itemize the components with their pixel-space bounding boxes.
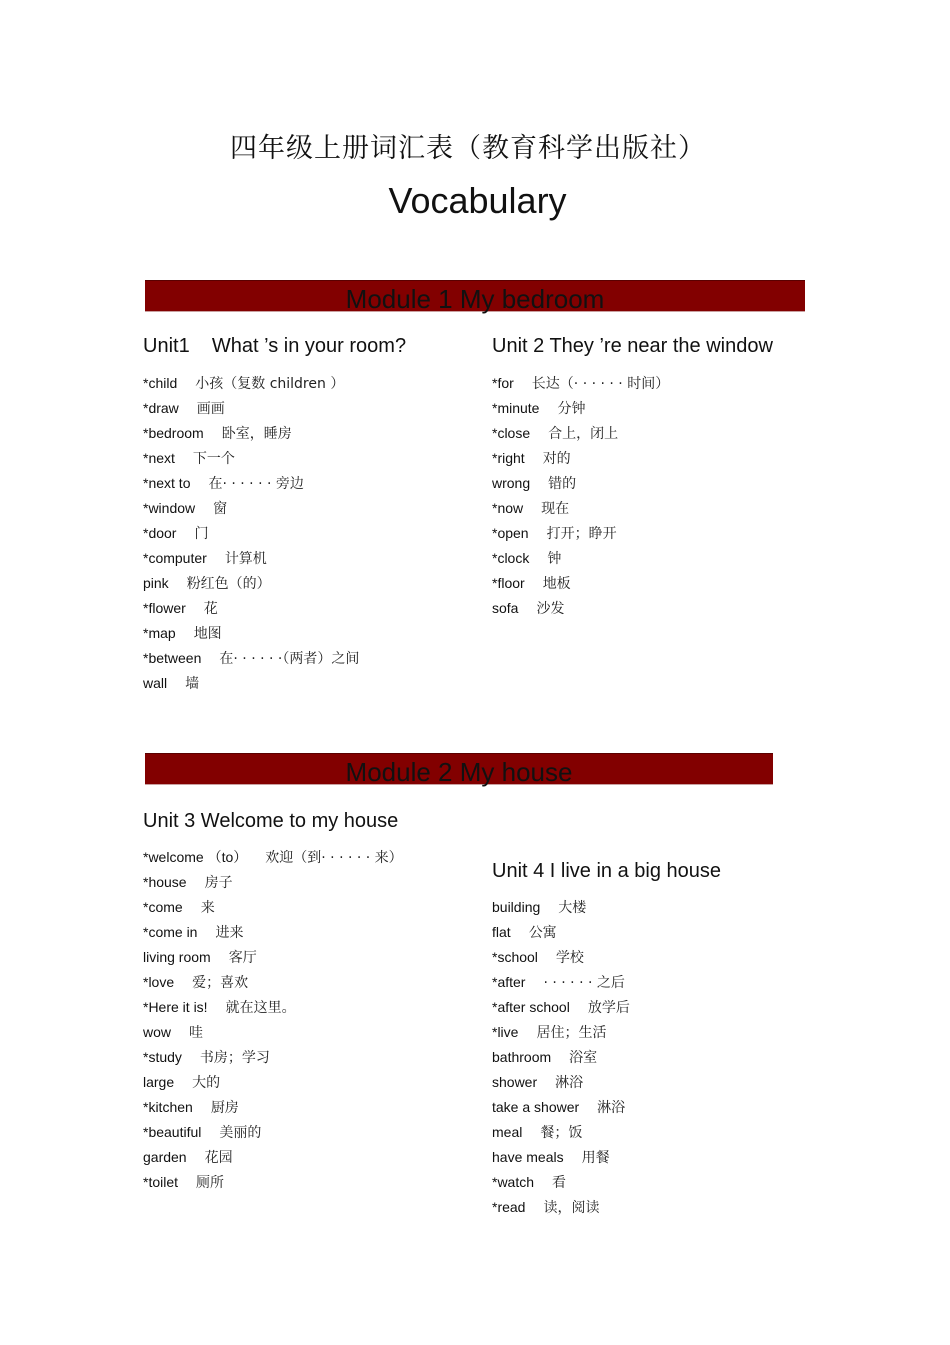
vocab-chinese: 错的 (548, 476, 577, 492)
unit-2-heading: Unit 2 They ’re near the window (492, 335, 773, 357)
vocab-english: flat (492, 924, 511, 940)
vocab-chinese: 在· · · · · · 旁边 (208, 476, 304, 492)
vocab-chinese: 来 (200, 900, 215, 916)
vocab-english: sofa (492, 600, 519, 616)
vocab-english: *study (143, 1049, 182, 1065)
vocab-chinese: 大楼 (558, 900, 587, 916)
vocab-entry (143, 496, 359, 521)
vocab-chinese: 淋浴 (597, 1100, 626, 1116)
vocab-entry (492, 496, 669, 521)
vocab-entry (143, 995, 403, 1020)
vocab-chinese: 大的 (192, 1075, 221, 1091)
vocab-english: *close (492, 425, 531, 441)
vocab-english: *next (143, 450, 175, 466)
vocab-english: *child (143, 375, 178, 391)
vocab-english: *school (492, 949, 538, 965)
vocab-english: *after (492, 974, 526, 990)
module-2-title: Module 2 My house (345, 757, 573, 787)
vocab-chinese: 学校 (555, 950, 584, 966)
vocab-entry (143, 646, 359, 671)
vocab-chinese: 公寓 (528, 925, 557, 941)
vocab-english: *after school (492, 999, 570, 1015)
vocab-english: *next to (143, 475, 191, 491)
vocab-chinese: 在· · · · · ·（两者）之间 (219, 651, 360, 667)
vocab-english: shower (492, 1074, 538, 1090)
vocab-chinese: 哇 (189, 1025, 204, 1041)
vocab-chinese: 浴室 (569, 1050, 598, 1066)
vocab-english: *for (492, 375, 514, 391)
vocab-entry (492, 995, 630, 1020)
vocab-english: take a shower (492, 1099, 580, 1115)
vocab-entry (143, 945, 403, 970)
vocab-english: wrong (492, 475, 531, 491)
unit-4-heading: Unit 4 I live in a big house (492, 860, 722, 882)
vocab-chinese: 厨房 (210, 1100, 239, 1116)
vocab-entry (492, 920, 630, 945)
vocab-entry (492, 521, 669, 546)
vocab-entry (143, 621, 359, 646)
vocab-entry (143, 1120, 403, 1145)
vocab-entry (143, 1070, 403, 1095)
vocab-english: *clock (492, 550, 530, 566)
vocab-entry (143, 671, 359, 696)
vocab-chinese: 读，阅读 (543, 1200, 600, 1216)
vocab-english: *now (492, 500, 524, 516)
vocab-chinese: 打开；睁开 (546, 526, 617, 542)
vocab-entry (143, 546, 359, 571)
vocab-entry (143, 1095, 403, 1120)
vocab-entry (492, 1020, 630, 1045)
vocab-entry (143, 1020, 403, 1045)
vocab-english: *welcome （to） (143, 849, 248, 865)
vocab-english: *map (143, 625, 176, 641)
vocab-entry (143, 421, 359, 446)
vocab-entry (492, 571, 669, 596)
vocab-entry (492, 471, 669, 496)
vocab-entry (492, 1170, 630, 1195)
vocab-entry (143, 1045, 403, 1070)
vocab-english: *come (143, 899, 183, 915)
vocab-english: building (492, 899, 541, 915)
vocab-entry (143, 371, 359, 396)
vocab-chinese: 爱；喜欢 (192, 975, 249, 991)
vocab-entry (143, 396, 359, 421)
vocab-chinese: 美丽的 (219, 1125, 262, 1141)
unit-3-heading: Unit 3 Welcome to my house (143, 810, 399, 832)
vocab-chinese: 长达（· · · · · · 时间） (531, 376, 670, 392)
vocab-english: *flower (143, 600, 186, 616)
vocab-chinese: · · · · · · 之后 (543, 975, 625, 991)
vocab-chinese: 餐；饭 (540, 1125, 583, 1141)
unit-1-heading: Unit1 What ’s in your room? (143, 335, 407, 357)
vocab-english: *floor (492, 575, 525, 591)
vocab-chinese: 钟 (547, 551, 562, 567)
vocab-english: *live (492, 1024, 519, 1040)
module-1-title: Module 1 My bedroom (345, 284, 605, 314)
vocab-chinese: 窗 (213, 501, 228, 517)
vocab-entry (492, 1195, 630, 1220)
vocab-chinese: 下一个 (192, 451, 235, 467)
vocab-entry (492, 970, 630, 995)
vocab-entry (143, 571, 359, 596)
vocab-chinese: 欢迎（到· · · · · · 来） (265, 850, 403, 866)
vocab-chinese: 厕所 (196, 1175, 225, 1191)
vocab-chinese: 就在这里。 (225, 1000, 296, 1016)
vocab-entry (492, 421, 669, 446)
vocab-entry (492, 596, 669, 621)
vocab-chinese: 合上，闭上 (548, 426, 619, 442)
vocab-chinese: 对的 (542, 451, 571, 467)
vocab-english: bathroom (492, 1049, 552, 1065)
vocab-chinese: 粉红色（的） (186, 576, 271, 592)
vocab-chinese: 花 (203, 601, 218, 617)
vocab-entry (492, 1070, 630, 1095)
vocab-chinese: 计算机 (224, 551, 267, 567)
vocab-english: *minute (492, 400, 540, 416)
vocab-english: *watch (492, 1174, 535, 1190)
vocab-entry (492, 371, 669, 396)
vocab-chinese: 墙 (185, 676, 200, 692)
page-title-english: Vocabulary (388, 180, 567, 221)
vocab-entry (492, 446, 669, 471)
vocab-english: *right (492, 450, 525, 466)
vocab-chinese: 客厅 (228, 950, 257, 966)
vocab-entry (492, 1120, 630, 1145)
vocab-entry (492, 1045, 630, 1070)
vocab-entry (143, 970, 403, 995)
vocab-entry (492, 546, 669, 571)
vocab-entry (143, 1170, 403, 1195)
vocab-chinese: 分钟 (557, 401, 586, 417)
vocab-chinese: 居住；生活 (536, 1025, 607, 1041)
module-1-banner (145, 280, 805, 312)
vocab-entry (143, 446, 359, 471)
vocab-english: large (143, 1074, 175, 1090)
vocab-chinese: 放学后 (587, 1000, 630, 1016)
vocab-english: *between (143, 650, 202, 666)
vocab-english: *bedroom (143, 425, 204, 441)
vocab-entry (143, 521, 359, 546)
vocab-english: *open (492, 525, 529, 541)
vocab-chinese: 花园 (204, 1150, 233, 1166)
vocab-english: *read (492, 1199, 526, 1215)
vocab-english: *kitchen (143, 1099, 193, 1115)
unit-1-word-list (143, 371, 359, 696)
vocab-english: living room (143, 949, 211, 965)
vocab-english: *window (143, 500, 196, 516)
vocab-chinese: 沙发 (536, 601, 565, 617)
vocab-entry (143, 845, 403, 870)
vocab-english: pink (143, 575, 169, 591)
vocab-entry (492, 895, 630, 920)
vocab-chinese: 淋浴 (555, 1075, 584, 1091)
unit-2-word-list (492, 371, 669, 621)
vocab-chinese: 看 (552, 1175, 567, 1191)
vocab-entry (143, 920, 403, 945)
vocab-entry (492, 945, 630, 970)
vocab-english: *toilet (143, 1174, 179, 1190)
vocab-english: *love (143, 974, 175, 990)
vocab-chinese: 卧室，睡房 (221, 426, 292, 442)
vocab-chinese: 地板 (542, 576, 571, 592)
vocab-chinese: 门 (194, 526, 209, 542)
vocab-chinese: 现在 (541, 501, 570, 517)
vocab-chinese: 进来 (215, 925, 244, 941)
vocab-chinese: 书房；学习 (199, 1050, 270, 1066)
vocab-english: wow (143, 1024, 172, 1040)
vocab-entry (143, 596, 359, 621)
vocab-english: *come in (143, 924, 198, 940)
module-2-banner (145, 753, 773, 785)
vocab-entry (143, 471, 359, 496)
vocab-entry (143, 895, 403, 920)
vocab-english: *door (143, 525, 177, 541)
vocab-english: *Here it is! (143, 999, 208, 1015)
vocab-chinese: 画画 (196, 401, 225, 417)
vocab-english: *draw (143, 400, 179, 416)
unit-4-word-list (492, 895, 630, 1220)
vocab-chinese: 用餐 (581, 1150, 610, 1166)
vocab-english: wall (143, 675, 168, 691)
vocab-chinese: 房子 (204, 875, 233, 891)
vocab-chinese: 小孩（复数 children ） (195, 376, 345, 392)
vocab-english: garden (143, 1149, 187, 1165)
vocab-english: *house (143, 874, 187, 890)
vocab-entry (143, 1145, 403, 1170)
vocab-english: meal (492, 1124, 523, 1140)
vocab-entry (492, 396, 669, 421)
vocab-english: *beautiful (143, 1124, 202, 1140)
vocab-english: have meals (492, 1149, 564, 1165)
unit-3-word-list (143, 845, 403, 1195)
vocab-entry (143, 870, 403, 895)
vocab-entry (492, 1095, 630, 1120)
page-title-chinese: 四年级上册词汇表（教育科学出版社） (230, 133, 706, 164)
vocab-chinese: 地图 (193, 626, 222, 642)
vocab-english: *computer (143, 550, 207, 566)
vocab-entry (492, 1145, 630, 1170)
